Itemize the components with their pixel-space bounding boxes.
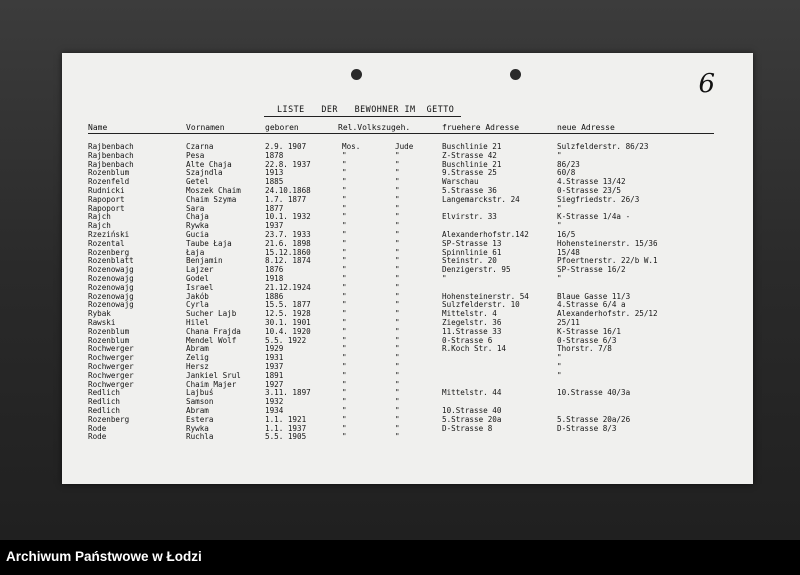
resident-religion: " bbox=[342, 265, 347, 275]
table-row bbox=[62, 381, 753, 390]
resident-nationality: " bbox=[395, 397, 400, 407]
resident-first-name: Jankiel Srul bbox=[186, 370, 241, 380]
resident-first-name: Benjamin bbox=[186, 256, 223, 266]
resident-birth-date: 1937 bbox=[265, 221, 284, 231]
resident-new-address: " bbox=[557, 203, 562, 213]
resident-religion: " bbox=[342, 159, 347, 169]
resident-first-name: Mendel Wolf bbox=[186, 335, 237, 345]
resident-nationality: " bbox=[395, 423, 400, 433]
resident-new-address: 0-Strasse 23/5 bbox=[557, 185, 622, 195]
resident-first-name: Chaim Majer bbox=[186, 379, 237, 389]
resident-first-name: Godel bbox=[186, 273, 209, 283]
table-row bbox=[62, 433, 753, 442]
resident-birth-date: 10.4. 1920 bbox=[265, 326, 311, 336]
table-row bbox=[62, 187, 753, 196]
resident-birth-date: 3.11. 1897 bbox=[265, 388, 311, 398]
resident-new-address: Pfoertnerstr. 22/b W.1 bbox=[557, 256, 658, 266]
resident-new-address: SP-Strasse 16/2 bbox=[557, 265, 626, 275]
resident-nationality: " bbox=[395, 379, 400, 389]
resident-first-name: Moszek Chaim bbox=[186, 185, 241, 195]
resident-surname: Rajbenbach bbox=[88, 142, 134, 151]
resident-previous-address: 11.Strasse 33 bbox=[442, 326, 502, 336]
page-number: 6 bbox=[698, 69, 715, 99]
resident-first-name: Samson bbox=[186, 397, 214, 407]
resident-nationality: " bbox=[395, 388, 400, 398]
resident-previous-address: Langemarckstr. 24 bbox=[442, 194, 520, 204]
resident-first-name: Taube Łaja bbox=[186, 238, 232, 248]
resident-surname: Rozenowajg bbox=[88, 300, 134, 310]
resident-birth-date: 30.1. 1901 bbox=[265, 317, 311, 327]
resident-new-address: 60/8 bbox=[557, 168, 576, 178]
resident-surname: Rochwerger bbox=[88, 370, 134, 380]
table-row bbox=[62, 205, 753, 214]
resident-nationality: " bbox=[395, 203, 400, 213]
resident-surname: Rawski bbox=[88, 317, 116, 327]
document-sheet bbox=[62, 53, 753, 484]
resident-new-address: 0-Strasse 6/3 bbox=[557, 335, 617, 345]
resident-nationality: " bbox=[395, 273, 400, 283]
resident-new-address: 10.Strasse 40/3a bbox=[557, 388, 631, 398]
resident-surname: Rozenowajg bbox=[88, 273, 134, 283]
resident-first-name: Lajzer bbox=[186, 265, 214, 275]
resident-new-address: Sulzfelderstr. 86/23 bbox=[557, 142, 649, 151]
resident-first-name: Lajbuś bbox=[186, 388, 214, 398]
table-row bbox=[62, 257, 753, 266]
resident-list bbox=[62, 143, 753, 442]
resident-new-address: 15/48 bbox=[557, 247, 580, 257]
resident-nationality: " bbox=[395, 256, 400, 266]
resident-new-address: " bbox=[557, 273, 562, 283]
resident-new-address: 86/23 bbox=[557, 159, 580, 169]
resident-new-address: Thorstr. 7/8 bbox=[557, 344, 612, 354]
resident-birth-date: 21.12.1924 bbox=[265, 282, 311, 292]
header-new-address: neue Adresse bbox=[557, 123, 615, 132]
resident-birth-date: 1885 bbox=[265, 177, 284, 187]
resident-previous-address: Ziegelstr. 36 bbox=[442, 317, 502, 327]
resident-new-address: 4.Strasse 13/42 bbox=[557, 177, 626, 187]
resident-previous-address: Denzigerstr. 95 bbox=[442, 265, 511, 275]
table-row bbox=[62, 398, 753, 407]
resident-nationality: " bbox=[395, 309, 400, 319]
resident-previous-address: Mittelstr. 4 bbox=[442, 309, 497, 319]
resident-religion: " bbox=[342, 361, 347, 371]
resident-nationality: " bbox=[395, 405, 400, 415]
table-row bbox=[62, 161, 753, 170]
resident-nationality: " bbox=[395, 229, 400, 239]
table-row bbox=[62, 407, 753, 416]
resident-surname: Rochwerger bbox=[88, 379, 134, 389]
resident-previous-address: Hohensteinerstr. 54 bbox=[442, 291, 529, 301]
resident-new-address: " bbox=[557, 221, 562, 231]
resident-birth-date: 1918 bbox=[265, 273, 284, 283]
resident-birth-date: 1931 bbox=[265, 353, 284, 363]
resident-birth-date: 10.1. 1932 bbox=[265, 212, 311, 222]
resident-religion: " bbox=[342, 370, 347, 380]
resident-nationality: " bbox=[395, 212, 400, 222]
header-first-name: Vornamen bbox=[186, 123, 225, 132]
resident-birth-date: 1.1. 1921 bbox=[265, 414, 307, 424]
resident-first-name: Abram bbox=[186, 344, 209, 354]
header-rule bbox=[88, 133, 714, 134]
resident-previous-address: 10.Strasse 40 bbox=[442, 405, 502, 415]
resident-new-address: K-Strasse 16/1 bbox=[557, 326, 622, 336]
resident-religion: " bbox=[342, 168, 347, 178]
resident-religion: " bbox=[342, 432, 347, 442]
resident-nationality: " bbox=[395, 353, 400, 363]
table-row bbox=[62, 284, 753, 293]
resident-surname: Rozenberg bbox=[88, 247, 130, 257]
punch-hole bbox=[510, 69, 521, 80]
resident-surname: Rozenowajg bbox=[88, 265, 134, 275]
resident-birth-date: 1.7. 1877 bbox=[265, 194, 307, 204]
resident-surname: Rozenowajg bbox=[88, 282, 134, 292]
table-row bbox=[62, 143, 753, 152]
resident-surname: Rozenblum bbox=[88, 326, 130, 336]
resident-first-name: Chaim Szyma bbox=[186, 194, 237, 204]
resident-birth-date: 22.8. 1937 bbox=[265, 159, 311, 169]
resident-religion: " bbox=[342, 273, 347, 283]
resident-surname: Rozenfeld bbox=[88, 177, 130, 187]
resident-previous-address: Buschlinie 21 bbox=[442, 159, 502, 169]
resident-birth-date: 8.12. 1874 bbox=[265, 256, 311, 266]
resident-birth-date: 1876 bbox=[265, 265, 284, 275]
resident-birth-date: 1929 bbox=[265, 344, 284, 354]
resident-first-name: Cyrla bbox=[186, 300, 209, 310]
resident-nationality: " bbox=[395, 159, 400, 169]
resident-nationality: " bbox=[395, 335, 400, 345]
table-row bbox=[62, 222, 753, 231]
resident-surname: Rode bbox=[88, 432, 107, 442]
resident-nationality: Jude bbox=[395, 142, 414, 151]
resident-birth-date: 21.6. 1898 bbox=[265, 238, 311, 248]
table-row bbox=[62, 363, 753, 372]
resident-nationality: " bbox=[395, 265, 400, 275]
resident-new-address: Hohensteinerstr. 15/36 bbox=[557, 238, 658, 248]
resident-previous-address: Spinnlinie 61 bbox=[442, 247, 502, 257]
resident-surname: Rochwerger bbox=[88, 344, 134, 354]
resident-birth-date: 24.10.1868 bbox=[265, 185, 311, 195]
header-religion-nationality: Rel.Volkszugeh. bbox=[338, 123, 411, 132]
resident-birth-date: 1886 bbox=[265, 291, 284, 301]
resident-surname: Rode bbox=[88, 423, 107, 433]
resident-birth-date: 23.7. 1933 bbox=[265, 229, 311, 239]
resident-surname: Rochwerger bbox=[88, 361, 134, 371]
resident-religion: " bbox=[342, 414, 347, 424]
resident-birth-date: 1932 bbox=[265, 397, 284, 407]
table-row bbox=[62, 240, 753, 249]
table-row bbox=[62, 310, 753, 319]
resident-birth-date: 5.5. 1905 bbox=[265, 432, 307, 442]
resident-surname: Rajbenbach bbox=[88, 159, 134, 169]
resident-religion: " bbox=[342, 326, 347, 336]
resident-religion: " bbox=[342, 405, 347, 415]
resident-first-name: Szajndla bbox=[186, 168, 223, 178]
resident-first-name: Zelig bbox=[186, 353, 209, 363]
resident-religion: " bbox=[342, 256, 347, 266]
resident-new-address: K-Strasse 1/4a - bbox=[557, 212, 631, 222]
resident-nationality: " bbox=[395, 291, 400, 301]
resident-religion: " bbox=[342, 379, 347, 389]
table-row bbox=[62, 354, 753, 363]
resident-nationality: " bbox=[395, 370, 400, 380]
resident-birth-date: 1913 bbox=[265, 168, 284, 178]
resident-surname: Redlich bbox=[88, 388, 121, 398]
resident-first-name: Sara bbox=[186, 203, 205, 213]
resident-new-address: " bbox=[557, 361, 562, 371]
resident-birth-date: 1934 bbox=[265, 405, 284, 415]
resident-religion: " bbox=[342, 194, 347, 204]
resident-birth-date: 1878 bbox=[265, 150, 284, 160]
resident-birth-date: 1891 bbox=[265, 370, 284, 380]
table-row bbox=[62, 319, 753, 328]
resident-birth-date: 5.5. 1922 bbox=[265, 335, 307, 345]
header-name: Name bbox=[88, 123, 108, 132]
resident-first-name: Czarna bbox=[186, 142, 214, 151]
table-row bbox=[62, 266, 753, 275]
resident-previous-address: D-Strasse 8 bbox=[442, 423, 493, 433]
resident-new-address: " bbox=[557, 150, 562, 160]
archive-caption: Archiwum Państwowe w Łodzi bbox=[6, 549, 202, 564]
resident-first-name: Ruchla bbox=[186, 432, 214, 442]
resident-first-name: Hersz bbox=[186, 361, 209, 371]
resident-new-address: Siegfriedstr. 26/3 bbox=[557, 194, 640, 204]
table-row bbox=[62, 293, 753, 302]
resident-religion: " bbox=[342, 185, 347, 195]
resident-birth-date: 1877 bbox=[265, 203, 284, 213]
resident-religion: " bbox=[342, 229, 347, 239]
document-title: LISTE DER BEWOHNER IM GETTO bbox=[277, 104, 455, 114]
resident-religion: " bbox=[342, 309, 347, 319]
resident-nationality: " bbox=[395, 185, 400, 195]
resident-surname: Rybak bbox=[88, 309, 111, 319]
resident-nationality: " bbox=[395, 326, 400, 336]
resident-nationality: " bbox=[395, 361, 400, 371]
resident-religion: " bbox=[342, 282, 347, 292]
resident-religion: Mos. bbox=[342, 142, 361, 151]
resident-previous-address: Warschau bbox=[442, 177, 479, 187]
resident-first-name: Pesa bbox=[186, 150, 205, 160]
punch-hole bbox=[351, 69, 362, 80]
resident-surname: Rozental bbox=[88, 238, 125, 248]
resident-nationality: " bbox=[395, 317, 400, 327]
resident-nationality: " bbox=[395, 168, 400, 178]
resident-nationality: " bbox=[395, 282, 400, 292]
title-underline bbox=[264, 116, 461, 117]
table-row bbox=[62, 178, 753, 187]
resident-previous-address: 5.Strasse 20a bbox=[442, 414, 502, 424]
resident-religion: " bbox=[342, 397, 347, 407]
resident-previous-address: Elvirstr. 33 bbox=[442, 212, 497, 222]
table-row bbox=[62, 152, 753, 161]
resident-previous-address: R.Koch Str. 14 bbox=[442, 344, 507, 354]
resident-birth-date: 15.12.1860 bbox=[265, 247, 311, 257]
resident-religion: " bbox=[342, 388, 347, 398]
resident-religion: " bbox=[342, 353, 347, 363]
table-row bbox=[62, 337, 753, 346]
resident-first-name: Chaja bbox=[186, 212, 209, 222]
resident-nationality: " bbox=[395, 194, 400, 204]
resident-religion: " bbox=[342, 203, 347, 213]
resident-nationality: " bbox=[395, 150, 400, 160]
resident-first-name: Israel bbox=[186, 282, 214, 292]
table-row bbox=[62, 275, 753, 284]
resident-birth-date: 1937 bbox=[265, 361, 284, 371]
resident-first-name: Abram bbox=[186, 405, 209, 415]
resident-surname: Rapoport bbox=[88, 203, 125, 213]
table-row bbox=[62, 196, 753, 205]
resident-religion: " bbox=[342, 238, 347, 248]
resident-religion: " bbox=[342, 335, 347, 345]
resident-nationality: " bbox=[395, 414, 400, 424]
resident-nationality: " bbox=[395, 432, 400, 442]
resident-birth-date: 1.1. 1937 bbox=[265, 423, 307, 433]
resident-nationality: " bbox=[395, 177, 400, 187]
resident-birth-date: 2.9. 1907 bbox=[265, 142, 307, 151]
table-row bbox=[62, 416, 753, 425]
resident-religion: " bbox=[342, 221, 347, 231]
resident-previous-address: 9.Strasse 25 bbox=[442, 168, 497, 178]
resident-nationality: " bbox=[395, 247, 400, 257]
resident-new-address: 25/11 bbox=[557, 317, 580, 327]
header-previous-address: fruehere Adresse bbox=[442, 123, 520, 132]
resident-religion: " bbox=[342, 317, 347, 327]
resident-first-name: Sucher Lajb bbox=[186, 309, 237, 319]
table-row bbox=[62, 389, 753, 398]
resident-birth-date: 15.5. 1877 bbox=[265, 300, 311, 310]
resident-new-address: 16/5 bbox=[557, 229, 576, 239]
resident-religion: " bbox=[342, 247, 347, 257]
resident-new-address: " bbox=[557, 370, 562, 380]
table-row bbox=[62, 372, 753, 381]
resident-surname: Rajbenbach bbox=[88, 150, 134, 160]
resident-first-name: Gucia bbox=[186, 229, 209, 239]
header-born: geboren bbox=[265, 123, 299, 132]
resident-nationality: " bbox=[395, 300, 400, 310]
resident-surname: Rzeziński bbox=[88, 229, 130, 239]
resident-first-name: Rywka bbox=[186, 221, 209, 231]
resident-surname: Rajch bbox=[88, 212, 111, 222]
resident-religion: " bbox=[342, 150, 347, 160]
resident-previous-address: Sulzfelderstr. 10 bbox=[442, 300, 520, 310]
resident-surname: Redlich bbox=[88, 405, 121, 415]
resident-first-name: Łaja bbox=[186, 247, 205, 257]
resident-surname: Rozenblum bbox=[88, 168, 130, 178]
resident-surname: Rozenblatt bbox=[88, 256, 134, 266]
resident-religion: " bbox=[342, 300, 347, 310]
resident-surname: Rozenberg bbox=[88, 414, 130, 424]
resident-previous-address: Mittelstr. 44 bbox=[442, 388, 502, 398]
table-row bbox=[62, 213, 753, 222]
resident-nationality: " bbox=[395, 238, 400, 248]
resident-surname: Rochwerger bbox=[88, 353, 134, 363]
resident-new-address: D-Strasse 8/3 bbox=[557, 423, 617, 433]
resident-religion: " bbox=[342, 212, 347, 222]
resident-nationality: " bbox=[395, 344, 400, 354]
resident-previous-address: Z-Strasse 42 bbox=[442, 150, 497, 160]
resident-previous-address: Alexanderhofstr.142 bbox=[442, 229, 529, 239]
resident-first-name: Jakób bbox=[186, 291, 209, 301]
resident-religion: " bbox=[342, 177, 347, 187]
resident-first-name: Hilel bbox=[186, 317, 209, 327]
resident-new-address: 5.Strasse 20a/26 bbox=[557, 414, 631, 424]
resident-previous-address: " bbox=[442, 273, 447, 283]
resident-surname: Rozenblum bbox=[88, 335, 130, 345]
resident-surname: Rajch bbox=[88, 221, 111, 231]
resident-first-name: Rywka bbox=[186, 423, 209, 433]
resident-first-name: Getel bbox=[186, 177, 209, 187]
resident-new-address: Alexanderhofstr. 25/12 bbox=[557, 309, 658, 319]
resident-religion: " bbox=[342, 423, 347, 433]
resident-religion: " bbox=[342, 344, 347, 354]
resident-previous-address: Buschlinie 21 bbox=[442, 142, 502, 151]
resident-first-name: Chana Frajda bbox=[186, 326, 241, 336]
resident-new-address: Blaue Gasse 11/3 bbox=[557, 291, 631, 301]
resident-birth-date: 12.5. 1928 bbox=[265, 309, 311, 319]
resident-new-address: " bbox=[557, 353, 562, 363]
resident-birth-date: 1927 bbox=[265, 379, 284, 389]
resident-nationality: " bbox=[395, 221, 400, 231]
resident-surname: Rudnicki bbox=[88, 185, 125, 195]
resident-religion: " bbox=[342, 291, 347, 301]
table-row bbox=[62, 169, 753, 178]
resident-surname: Rapoport bbox=[88, 194, 125, 204]
resident-first-name: Alte Chaja bbox=[186, 159, 232, 169]
resident-previous-address: SP-Strasse 13 bbox=[442, 238, 502, 248]
resident-previous-address: Steinstr. 20 bbox=[442, 256, 497, 266]
resident-first-name: Estera bbox=[186, 414, 214, 424]
resident-previous-address: 5.Strasse 36 bbox=[442, 185, 497, 195]
resident-previous-address: 0-Strasse 6 bbox=[442, 335, 493, 345]
table-row bbox=[62, 345, 753, 354]
table-row bbox=[62, 425, 753, 434]
resident-surname: Rozenowajg bbox=[88, 291, 134, 301]
resident-new-address: 4.Strasse 6/4 a bbox=[557, 300, 626, 310]
table-row bbox=[62, 328, 753, 337]
resident-surname: Redlich bbox=[88, 397, 121, 407]
